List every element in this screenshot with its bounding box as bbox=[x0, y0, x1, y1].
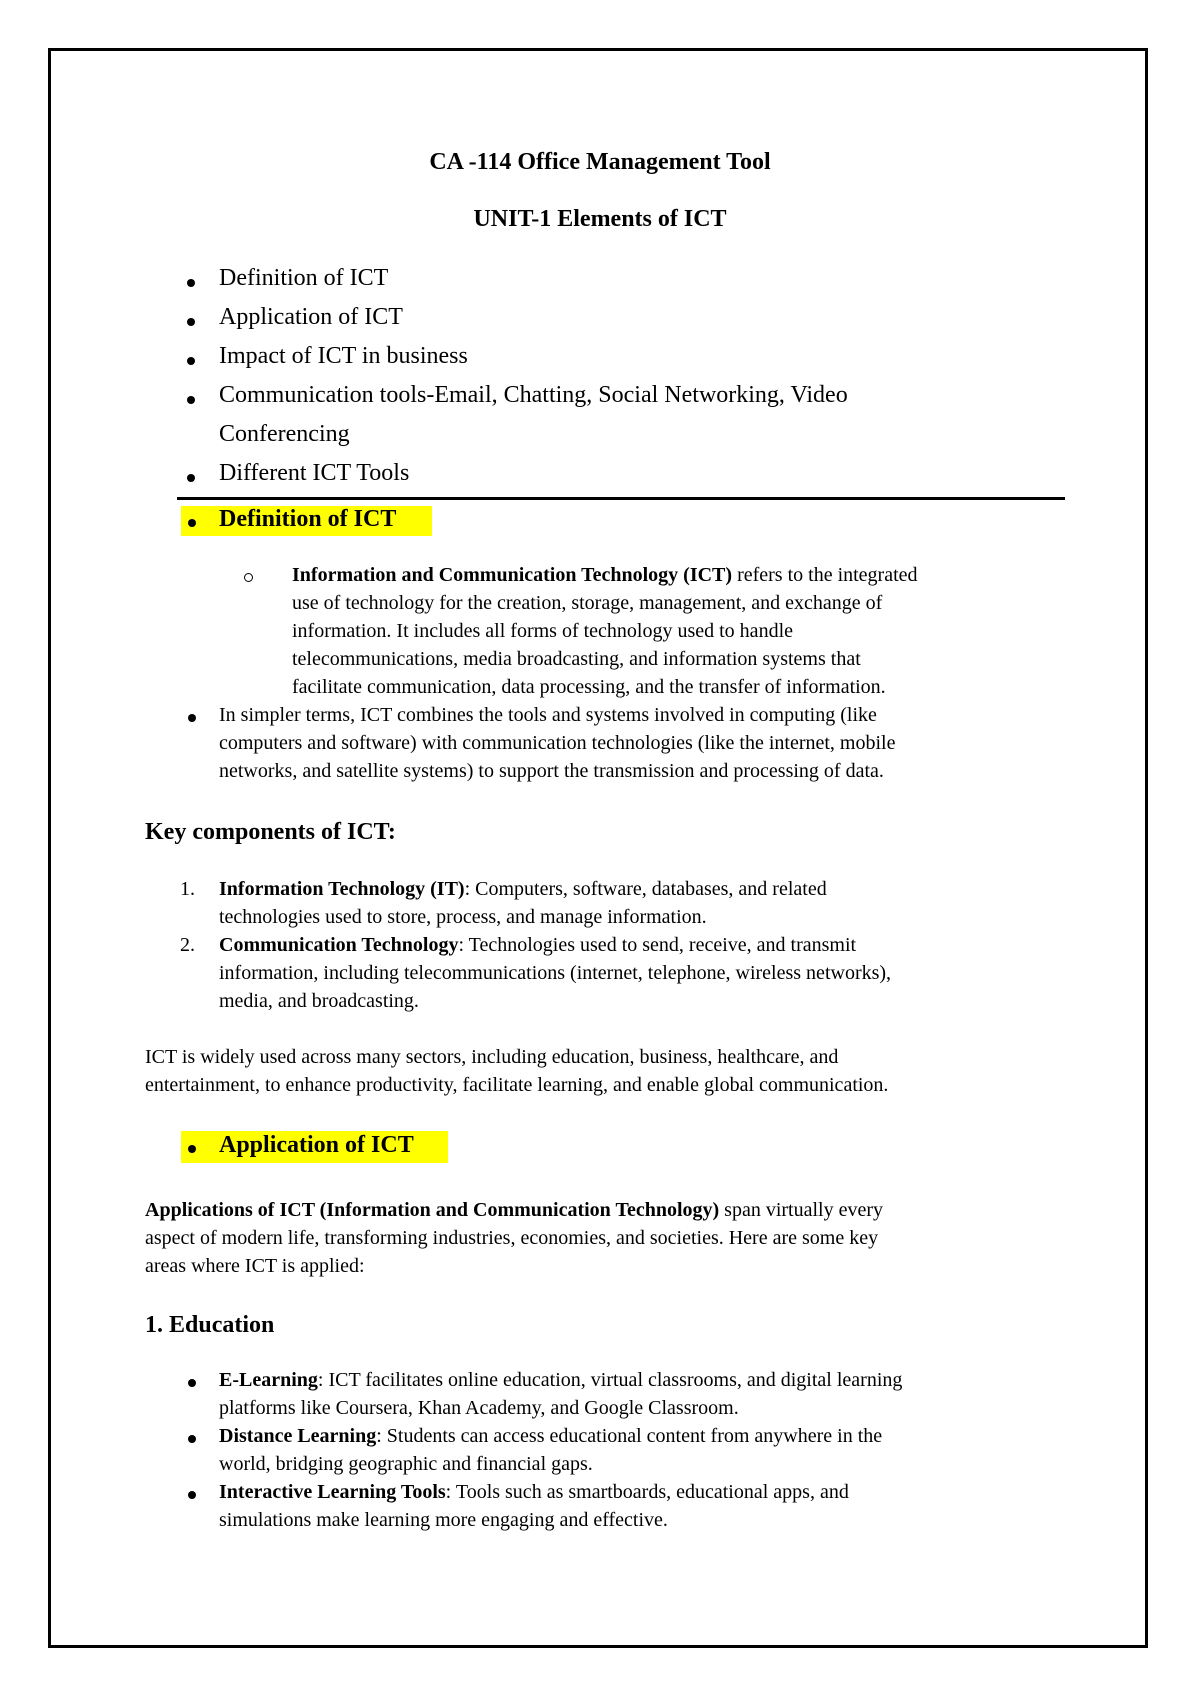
key-components-heading: Key components of ICT: bbox=[145, 819, 396, 845]
definition-line: facilitate communication, data processing, and the transfer of information. bbox=[292, 676, 886, 698]
education-item bbox=[219, 1366, 902, 1394]
simple-line: networks, and satellite systems) to support the transmission and processing of data. bbox=[219, 760, 884, 782]
component-line: technologies used to store, process, and manage information. bbox=[219, 906, 707, 928]
component-item bbox=[219, 875, 827, 903]
summary-line: entertainment, to enhance productivity, facilitate learning, and enable global communication. bbox=[145, 1074, 889, 1096]
definition-heading: Definition of ICT bbox=[219, 506, 397, 532]
application-heading: Application of ICT bbox=[219, 1132, 414, 1158]
definition-line: information. It includes all forms of technology used to handle bbox=[292, 620, 793, 642]
bullet-icon bbox=[188, 1435, 196, 1443]
definition-line: use of technology for the creation, storage, management, and exchange of bbox=[292, 592, 883, 614]
list-number: 1. bbox=[180, 878, 195, 900]
simple-line: In simpler terms, ICT combines the tools and systems involved in computing (like bbox=[219, 704, 877, 726]
outline-item: Different ICT Tools bbox=[219, 460, 410, 486]
circle-bullet-icon bbox=[244, 573, 253, 582]
component-line: information, including telecommunications (internet, telephone, wireless networks), bbox=[219, 962, 892, 984]
education-line: simulations make learning more engaging and effective. bbox=[219, 1509, 668, 1531]
summary-line: ICT is widely used across many sectors, including education, business, healthcare, and bbox=[145, 1046, 839, 1068]
bullet-icon bbox=[188, 519, 196, 527]
outline-item: Application of ICT bbox=[219, 304, 403, 330]
application-text: span virtually every bbox=[719, 1199, 884, 1221]
component-item bbox=[219, 931, 856, 959]
education-term: Distance Learning bbox=[219, 1425, 377, 1447]
bullet-icon bbox=[188, 1145, 196, 1153]
education-text: : Students can access educational content from anywhere in the bbox=[376, 1425, 883, 1447]
application-intro bbox=[145, 1196, 883, 1224]
education-heading: 1. Education bbox=[145, 1312, 275, 1338]
component-line: media, and broadcasting. bbox=[219, 990, 419, 1012]
education-item bbox=[219, 1478, 849, 1506]
definition-text bbox=[292, 561, 918, 589]
application-term: Applications of ICT (Information and Communication Technology) bbox=[145, 1199, 720, 1221]
education-term: Interactive Learning Tools bbox=[219, 1481, 446, 1503]
simple-line: computers and software) with communication technologies (like the internet, mobile bbox=[219, 732, 896, 754]
divider-rule bbox=[177, 497, 1065, 500]
component-term: Information Technology (IT) bbox=[219, 878, 465, 900]
list-number: 2. bbox=[180, 934, 195, 956]
education-line: platforms like Coursera, Khan Academy, and Google Classroom. bbox=[219, 1397, 739, 1419]
application-line: aspect of modern life, transforming industries, economies, and societies. Here are some key bbox=[145, 1227, 879, 1249]
education-text: : Tools such as smartboards, educational apps, and bbox=[445, 1481, 849, 1503]
bullet-icon bbox=[187, 318, 195, 326]
education-term: E-Learning bbox=[219, 1369, 318, 1391]
bullet-icon bbox=[187, 396, 195, 404]
bullet-icon bbox=[187, 474, 195, 482]
definition-text-rest: refers to the integrated bbox=[732, 564, 918, 586]
definition-term: Information and Communication Technology (ICT) bbox=[292, 564, 733, 586]
bullet-icon bbox=[187, 357, 195, 365]
outline-item: Communication tools-Email, Chatting, Social Networking, Video bbox=[219, 382, 848, 408]
course-title: CA -114 Office Management Tool bbox=[429, 149, 771, 175]
outline-item: Definition of ICT bbox=[219, 265, 389, 291]
application-line: areas where ICT is applied: bbox=[145, 1255, 365, 1277]
bullet-icon bbox=[188, 1491, 196, 1499]
definition-line: telecommunications, media broadcasting, and information systems that bbox=[292, 648, 861, 670]
outline-item-continued: Conferencing bbox=[219, 421, 350, 447]
education-item bbox=[219, 1422, 882, 1450]
education-text: : ICT facilitates online education, virtual classrooms, and digital learning bbox=[317, 1369, 903, 1391]
component-term: Communication Technology bbox=[219, 934, 459, 956]
bullet-icon bbox=[188, 714, 196, 722]
bullet-icon bbox=[187, 279, 195, 287]
bullet-icon bbox=[188, 1379, 196, 1387]
component-text: : Computers, software, databases, and related bbox=[464, 878, 827, 900]
component-text: : Technologies used to send, receive, and transmit bbox=[458, 934, 857, 956]
education-line: world, bridging geographic and financial gaps. bbox=[219, 1453, 593, 1475]
unit-title: UNIT-1 Elements of ICT bbox=[473, 206, 727, 232]
outline-item: Impact of ICT in business bbox=[219, 343, 468, 369]
